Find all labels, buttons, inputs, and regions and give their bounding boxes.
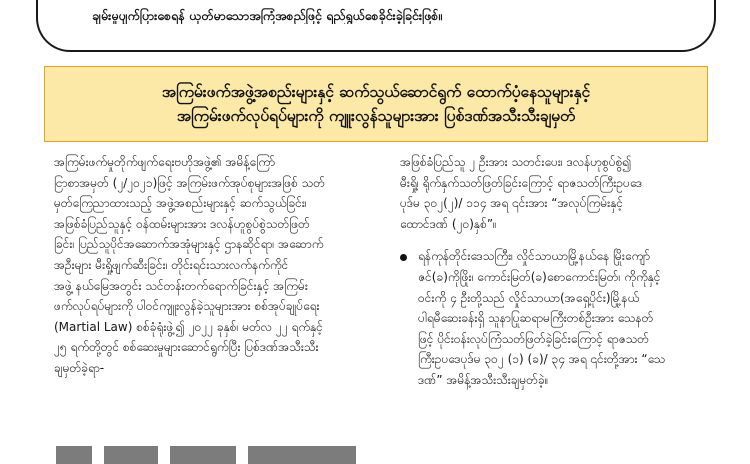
title-line-2: အကြမ်းဖက်လုပ်ရပ်များကို ကျူးလွန်သူများအား ပြစ်ဒဏ်အသီးသီးချမှတ်: [176, 107, 576, 125]
top-box-text: ချမ်းမှုပျက်ပြားစေရန် ယုတ်မာသောအကြံအစည်ဖြင့် ရည်ရွယ်စေခိုင်းခဲ့ခြင်းဖြစ်။: [92, 8, 443, 23]
bullet-dot-icon: [400, 254, 407, 261]
bullet-item: [400, 246, 720, 390]
title-line-1: အကြမ်းဖက်အဖွဲ့အစည်းများနှင့် ဆက်သွယ်ဆောင်ရွက် ထောက်ပံ့နေသူများနှင့်: [161, 83, 591, 101]
left-column: [54, 152, 376, 379]
article-title-band: [44, 66, 708, 142]
bullet-text: ရန်ကုန်တိုင်းဒေသကြီး၊ လှိုင်သာယာမြို့နယ်နေ မြိုးကျော် ဇင်(ခ)ကိုဖြိုး၊ ကောင်းမြတ်(ခ)စောကောင်းမြတ်၊ ကိုကိုနှင့် ဝင်းကို ၄ ဦးတို့သည် လှိုင်သာယာ(အရှေ့ပိုင်း)မြို့နယ် ပါရမီဆေးခန်းရှိ သူနာပြုဆရာမကြီးတစ်ဦးအား သေနတ် ဖြင့် ပိုင်းဝန်းလုပ်ကြံသတ်ဖြတ်ခဲ့ခြင်းကြောင့် ရာဇသတ် ကြီးဥပဒေပုဒ်မ ၃၀၂ (၁) (ခ)/ ၃၄ အရ ၎င်းတို့အား “သေ ဒဏ်” အမိန့်အသီးသီးချမှတ်ခဲ့။: [418, 249, 666, 387]
cut-off-heading: [56, 446, 356, 464]
right-column: [400, 152, 720, 391]
left-paragraph: အကြမ်းဖက်မှုတိုက်ဖျက်ရေးဗဟိုအဖွဲ့၏ အမိန့်ကြော် ငြာစာအမှတ် (၂/၂၀၂၁)ဖြင့် အကြမ်းဖက်အုပ်စုများအဖြစ် သတ် မှတ်ကြေညာထားသည့် အဖွဲ့အစည်းများနှင့် ဆက်သွယ်ခြင်း၊ အဖြစ်ခံပြည်သူနှင့် ဝန်ထမ်းများအား ဒလန်ဟူစွပ်စွဲသတ်ဖြတ် ခြင်း၊ ပြည်သူပိုင်အဆောက်အအုံများနှင့် ဌာနဆိုင်ရာ၊ အဆောက် အဦးများ မီးရှို့ဖျက်ဆီးခြင်း၊ တိုင်းရင်းသားလက်နက်ကိုင် အဖွဲ့ နယ်မြေအတွင်း သင်တန်းတက်ရောက်ခြင်းနှင့် အကြမ်း ဖက်လုပ်ရပ်များကို ပါဝင်ကျူးလွန်ခဲ့သူများအား စစ်အုပ်ချုပ်ရေး (Martial Law) စစ်ခုံရုံးဖွဲ့၍ ၂၀၂၂ ခုနှစ်၊ မတ်လ ၂၂ ရက်နှင့် ၂၅ ရက်တို့တွင် စစ်ဆေးမှုများဆောင်ရွက်ပြီး ပြစ်ဒဏ်အသီးသီး ချမှတ်ခဲ့ရာ-: [54, 155, 325, 375]
right-paragraph: အဖြစ်ခံပြည်သူ ၂ ဦးအား သတင်းပေး၊ ဒလန်ဟုစွပ်စွဲ၍ မီးရှို့၊ ရိုက်နှက်သတ်ဖြတ်ခြင်းကြောင့် ရာဇသတ်ကြီးဥပဒေ ပုဒ်မ ၃၀၂(၂)/ ၁၁၄ အရ ၎င်းအား “အလုပ်ကြမ်းနှင့် ထောင်ဒဏ် (၂၀)နှစ်”။: [400, 155, 643, 231]
